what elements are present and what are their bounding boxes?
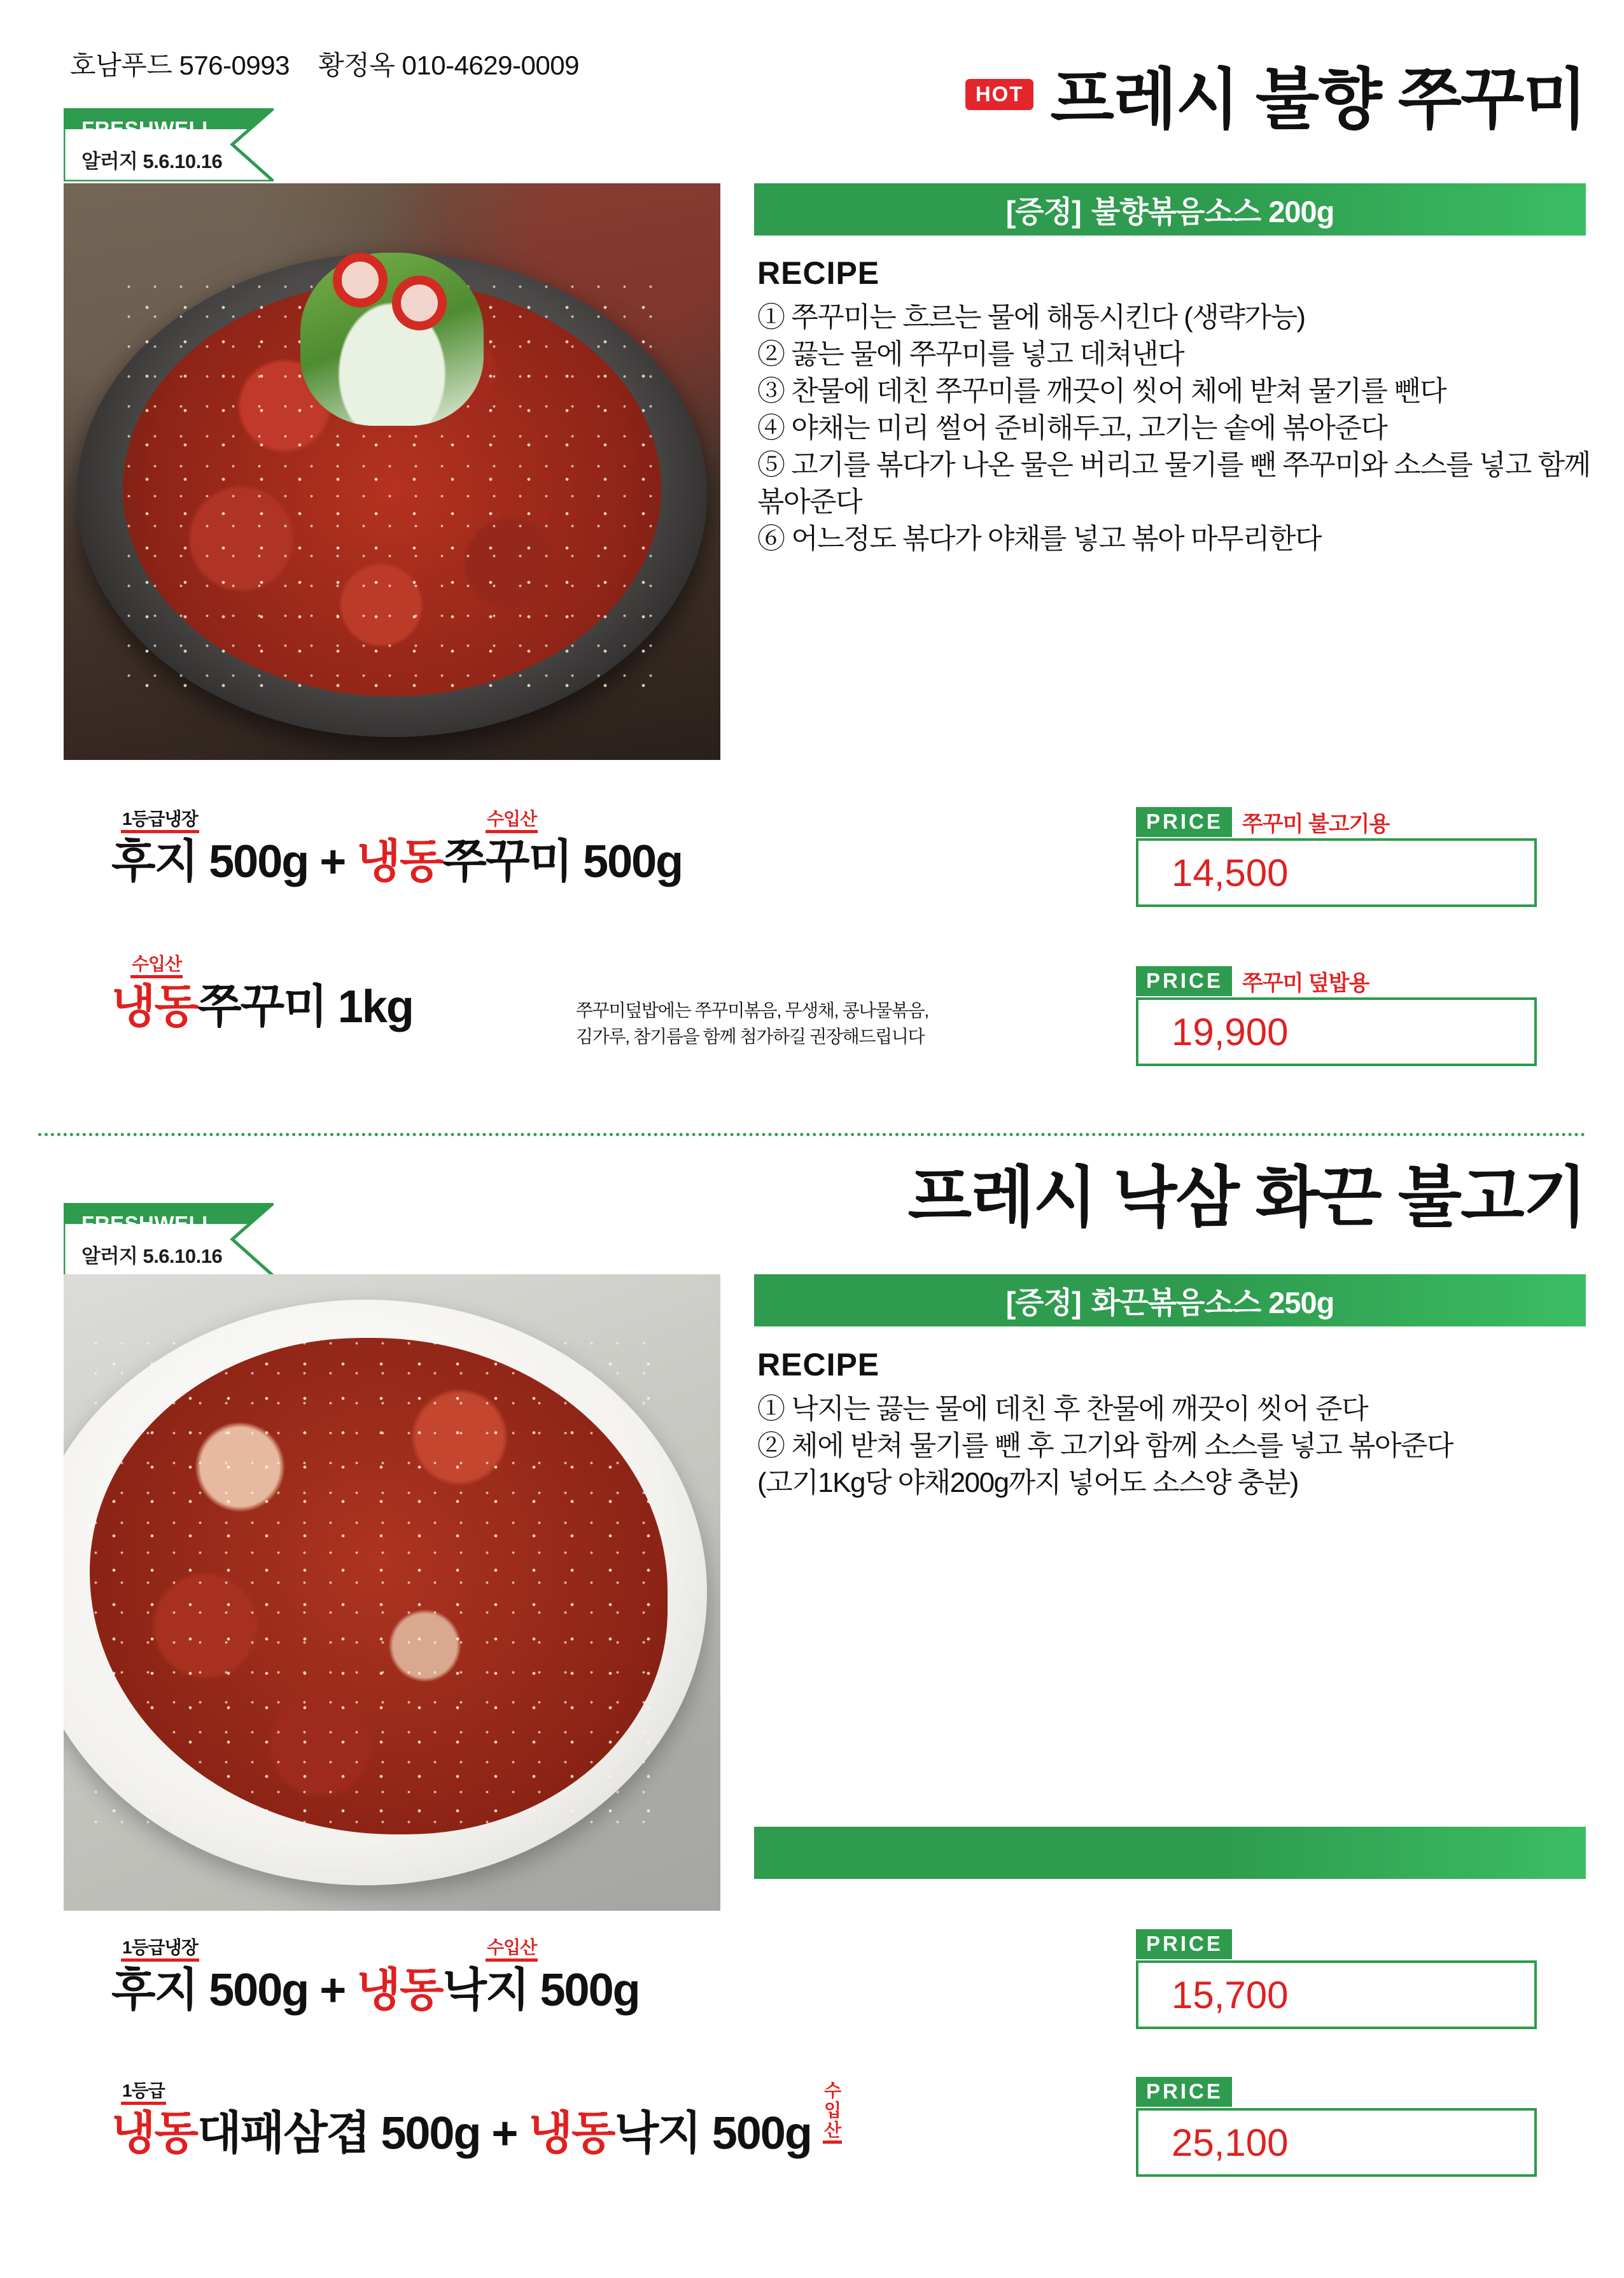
product-name-part: 낙지 500g [442, 1965, 640, 2016]
price-label: PRICE [1136, 807, 1232, 837]
product-name-part: 냉동 [528, 2108, 615, 2159]
price-sub-label: 쭈꾸미 불고기용 [1242, 812, 1390, 836]
product-name-part: 후지 500g + [111, 836, 357, 887]
product-note-line-2: 김가루, 참기름을 함께 첨가하길 권장해드립니다 [576, 1026, 925, 1046]
price-label: PRICE [1136, 1929, 1232, 1959]
gift-bar-1 [754, 183, 1586, 236]
product-name-1 [111, 836, 683, 887]
person-contact: 황정옥 010-4629-0009 [318, 50, 579, 80]
product-name-part: 후지 500g + [111, 1965, 357, 2016]
price-head-3 [1136, 1927, 1537, 1960]
price-value: 14,500 [1172, 851, 1289, 894]
product-item-4 [111, 2081, 841, 2159]
product-note-line-1: 쭈꾸미덮밥에는 쭈꾸미볶음, 무생채, 콩나물볶음, [576, 1001, 928, 1020]
product-name-part: 냉동 [111, 981, 198, 1032]
gift-text-2: 화끈볶음소스 250g [1091, 1285, 1334, 1319]
recipe-step: ② 끓는 물에 쭈꾸미를 넣고 데쳐낸다 [757, 339, 1184, 370]
price-box-2 [1136, 997, 1537, 1066]
price-label: PRICE [1136, 966, 1232, 996]
gift-tag-2: [증정] [1005, 1285, 1081, 1319]
hot-badge: HOT [965, 79, 1034, 110]
recipe-step: ⑥ 어느정도 볶다가 야채를 넣고 볶아 마무리한다 [757, 523, 1321, 555]
title-row-2 [907, 1161, 1586, 1235]
gift-text-1: 불향볶음소스 200g [1091, 194, 1334, 229]
origin-tag: 1등급냉장 [121, 810, 199, 833]
recipe-step: (고기1Kg당 야채200g까지 넣어도 소스양 충분) [757, 1467, 1298, 1499]
recipe-step: ① 쭈꾸미는 흐르는 물에 해동시킨다 (생략가능) [757, 302, 1305, 333]
product-name-part: 냉동 [111, 2108, 198, 2159]
origin-tag: 1등급 [121, 2081, 166, 2105]
gift-tag-1: [증정] [1005, 194, 1081, 229]
brand-ribbon-1 [64, 108, 274, 181]
origin-tag: 수입산 [486, 1938, 538, 1962]
company-contact: 호남푸드 576-0993 [70, 50, 290, 80]
price-head-1 [1136, 805, 1537, 838]
recipe-step: ⑤ 고기를 볶다가 나온 물은 버리고 물기를 뺀 쭈꾸미와 소스를 넣고 함께 볶아준다 [757, 449, 1590, 518]
price-block-3 [1136, 1927, 1537, 2029]
price-head-2 [1136, 964, 1537, 997]
product-name-4 [111, 2108, 811, 2159]
product-section-2 [0, 1139, 1624, 2278]
product-item-2 [111, 955, 413, 1030]
product-photo-2 [64, 1274, 720, 1911]
origin-tag: 수입산 [823, 2081, 842, 2144]
recipe-heading-2: RECIPE [757, 1347, 880, 1382]
recipe-block-2 [757, 1346, 1591, 1501]
price-block-2 [1136, 964, 1537, 1066]
brand-name-1: FRESHWELL [81, 117, 215, 141]
brand-allergy-2: 알러지 5.6.10.16 [81, 1245, 223, 1267]
gift-bar-2-hidden [754, 1827, 1586, 1879]
recipe-step: ③ 찬물에 데친 쭈꾸미를 깨끗이 씻어 체에 받쳐 물기를 뺀다 [757, 376, 1446, 407]
product-name-part: 냉동 [356, 836, 443, 887]
product-name-part: 낙지 500g [614, 2108, 811, 2159]
price-box-1 [1136, 838, 1537, 907]
product-name-part: 대패삼겹 500g + [197, 2108, 529, 2159]
product-photo-1 [64, 183, 720, 760]
recipe-step: ① 낙지는 끓는 물에 데친 후 찬물에 깨끗이 씻어 준다 [757, 1393, 1368, 1424]
price-value: 25,100 [1172, 2121, 1289, 2164]
price-label: PRICE [1136, 2077, 1232, 2107]
recipe-step: ② 체에 받쳐 물기를 뺀 후 고기와 함께 소스를 넣고 볶아준다 [757, 1430, 1453, 1462]
recipe-block-1 [757, 255, 1591, 558]
brand-allergy-1: 알러지 5.6.10.16 [81, 150, 223, 172]
price-block-4 [1136, 2075, 1537, 2177]
product-name-2 [111, 981, 413, 1032]
recipe-heading-1: RECIPE [757, 255, 880, 291]
product-item-1 [111, 810, 682, 885]
brand-name-2: FRESHWELL [81, 1212, 215, 1235]
title-row-1 [965, 63, 1586, 137]
section-divider [38, 1133, 1586, 1136]
brand-ribbon-2 [64, 1203, 274, 1276]
product-note [576, 998, 928, 1050]
price-box-4 [1136, 2108, 1537, 2177]
product-name-part: 쭈꾸미 500g [442, 836, 683, 887]
price-block-1 [1136, 805, 1537, 907]
price-head-4 [1136, 2075, 1537, 2108]
origin-tag: 수입산 [486, 810, 538, 833]
origin-tag: 수입산 [130, 955, 183, 978]
gift-bar-2 [754, 1274, 1586, 1326]
price-box-3 [1136, 1960, 1537, 2029]
product-name-3 [111, 1965, 640, 2016]
price-sub-label: 쭈꾸미 덮밥용 [1242, 971, 1369, 995]
price-value: 19,900 [1172, 1010, 1289, 1053]
origin-tag: 1등급냉장 [121, 1938, 199, 1962]
page-title-1: 프레시 불향 쭈꾸미 [1050, 63, 1586, 137]
product-item-3 [111, 1937, 640, 2016]
product-name-part: 쭈꾸미 1kg [197, 981, 413, 1032]
product-name-part: 냉동 [356, 1965, 443, 2016]
page-title-2: 프레시 낙삼 화끈 불고기 [907, 1161, 1586, 1235]
price-value: 15,700 [1172, 1973, 1289, 2016]
recipe-step: ④ 야채는 미리 썰어 준비해두고, 고기는 솥에 볶아준다 [757, 412, 1387, 444]
